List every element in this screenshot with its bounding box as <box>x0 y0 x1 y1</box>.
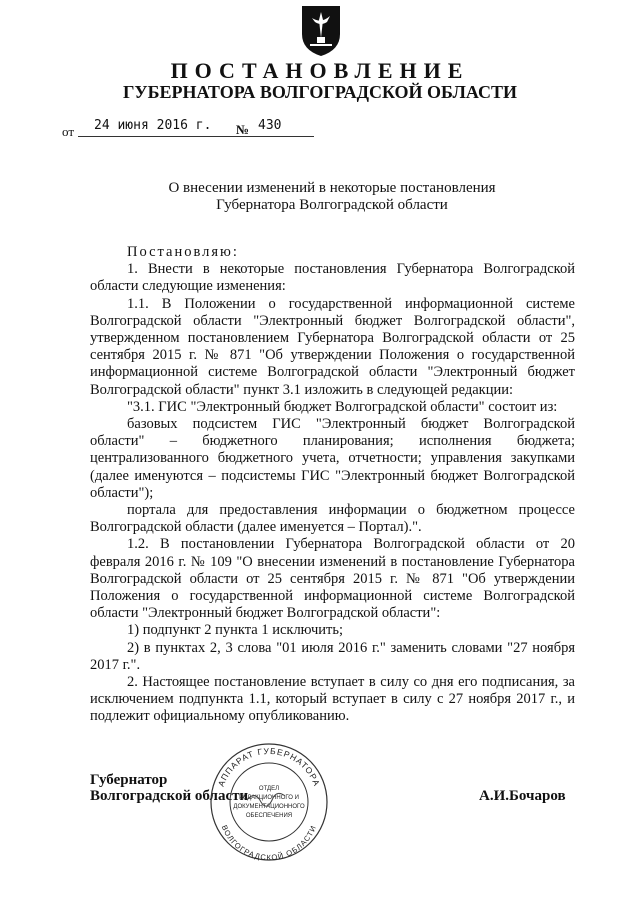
paragraph-3-1-quote: "3.1. ГИС "Электронный бюджет Волгоградской области" состоит из: <box>127 398 558 415</box>
dateline <box>62 118 362 140</box>
document-subject <box>0 180 640 214</box>
paragraph-1: 1. Внести в некоторые постановления Губернатора Волгоградской области следующие изменения: <box>90 261 575 295</box>
paragraph-subsystems: базовых подсистем ГИС "Электронный бюджет Волгоградской области" – бюджетного планирования; исполнения бюджета; централизованного бюджетного учета, отчетности; управления закупками (далее именуются – подсистемы ГИС "Электронный бюджет Волгоградской области"); <box>90 416 575 501</box>
resolution-keyword: Постановляю: <box>127 244 239 260</box>
svg-text:ВОЛГОГРАДСКОЙ ОБЛАСТИ <box>220 824 318 862</box>
document-number: 430 <box>256 118 314 137</box>
signatory-position-line-1: Губернатор <box>90 772 168 788</box>
issuer-title: ГУБЕРНАТОРА ВОЛГОГРАДСКОЙ ОБЛАСТИ <box>122 82 518 102</box>
stamp-inner-line-3: ДОКУМЕНТАЦИОННОГО <box>233 804 305 810</box>
official-stamp <box>207 740 331 864</box>
stamp-inner-line-4: ОБЕСПЕЧЕНИЯ <box>245 813 293 819</box>
paragraph-1-2: 1.2. В постановлении Губернатора Волгоградской области от 20 февраля 2016 г. № 109 "О внесении изменений в постановление Губернатора Волгоградской области от 25 сентября 2015 г. № 871 "Об утверждении Положения о государственной информационной системе Волгоградской области "Электронный бюджет Волгоградской области": <box>90 536 575 622</box>
stamp-bottom-text: ВОЛГОГРАДСКОЙ ОБЛАСТИ <box>219 823 319 863</box>
paragraph-1-1: 1.1. В Положении о государственной информационной системе Волгоградской области "Электронный бюджет Волгоградской области", утвержденном постановлением Губернатора Волгоградской области от 25 сентября 2015 г. № 871 "Об утверждении Положения о государственной информационной системе Волгоградской области "Электронный бюджет Волгоградской области" пункт 3.1 изложить в следующей редакции: <box>90 295 575 398</box>
svg-text:АППАРАТ ГУБЕРНАТОРА <box>216 746 322 788</box>
document-body <box>90 244 575 726</box>
stamp-inner-line-2: РЕДАКЦИОННОГО И <box>239 795 299 801</box>
stamp-top-text: АППАРАТ ГУБЕРНАТОРА <box>215 745 323 788</box>
stamp-inner-line-1: ОТДЕЛ <box>258 786 280 792</box>
subject-line-1: О внесении изменений в некоторые постановления <box>168 180 496 196</box>
list-item-1: 1) подпункт 2 пункта 1 исключить; <box>127 622 343 639</box>
date-prefix: от <box>62 124 75 139</box>
signatory-position-line-2: Волгоградской области <box>90 788 249 804</box>
paragraph-2: 2. Настоящее постановление вступает в силу со дня его подписания, за исключением подпункта 1.1, который вступает в силу с 27 ноября 2017 г., и подлежит официальному опубликованию. <box>90 674 575 725</box>
number-sign: № <box>236 122 250 137</box>
document-date: 24 июня 2016 г. <box>78 118 262 137</box>
paragraph-portal: портала для предоставления информации о бюджетном процессе Волгоградской области (далее именуется – Портал).". <box>90 502 575 536</box>
subject-line-2: Губернатора Волгоградской области <box>216 197 448 213</box>
list-item-2: 2) в пунктах 2, 3 слова "01 июля 2016 г." заменить словами "27 ноября 2017 г.". <box>90 639 575 673</box>
signatory-name: А.И.Бочаров <box>479 788 566 804</box>
document-type-title: ПОСТАНОВЛЕНИЕ <box>170 58 470 83</box>
coat-of-arms-icon <box>300 4 342 58</box>
